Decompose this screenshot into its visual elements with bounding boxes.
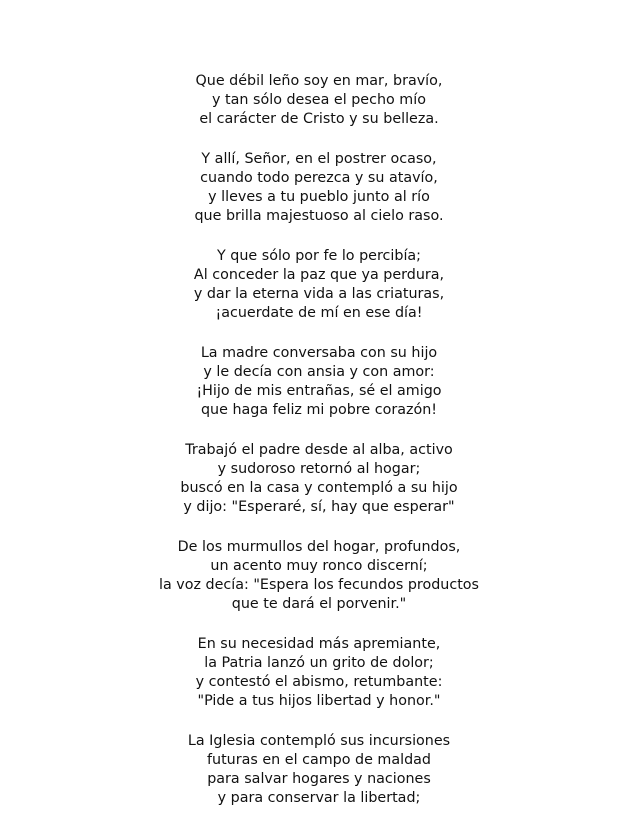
poem-line: el carácter de Cristo y su belleza.: [199, 111, 439, 128]
poem-line: De los murmullos del hogar, profundos,: [177, 538, 461, 555]
poem-body: [0, 72, 638, 829]
poem-line: La Iglesia contempló sus incursiones: [187, 732, 451, 749]
stanza-8: [0, 732, 638, 809]
poem-line: que te dará el porvenir.": [231, 596, 407, 613]
poem-line: Y allí, Señor, en el postrer ocaso,: [201, 150, 437, 167]
poem-line: Y que sólo por fe lo percibía;: [217, 247, 421, 264]
poem-line: futuras en el campo de maldad: [206, 752, 431, 768]
stanza-2: [0, 150, 638, 227]
poem-line: cuando todo perezca y su atavío,: [200, 170, 438, 186]
poem-line: para salvar hogares y naciones: [207, 771, 431, 788]
poem-line: La madre conversaba con su hijo: [200, 344, 438, 361]
poem-line: En su necesidad más apremiante,: [197, 635, 441, 652]
stanza-1: [0, 72, 638, 130]
poem-line: y lleves a tu pueblo junto al río: [208, 189, 430, 206]
poem-line: ¡acuerdate de mí en ese día!: [215, 305, 423, 322]
stanza-5: [0, 441, 638, 518]
poem-line: "Pide a tus hijos libertad y honor.": [197, 693, 441, 710]
poem-line: y sudoroso retornó al hogar;: [217, 461, 421, 477]
poem-line: Al conceder la paz que ya perdura,: [193, 267, 445, 283]
poem-line: y para conservar la libertad;: [217, 790, 421, 807]
stanza-3: [0, 247, 638, 324]
stanza-4: [0, 344, 638, 421]
stanza-7: [0, 635, 638, 712]
poem-line: ¡Hijo de mis entrañas, sé el amigo: [196, 383, 442, 400]
poem-line: un acento muy ronco discerní;: [210, 558, 428, 574]
poem-line: y le decía con ansia y con amor:: [203, 364, 435, 380]
poem-line: Que débil leño soy en mar, bravío,: [195, 73, 443, 89]
stanza-6: [0, 538, 638, 615]
poem-line: que haga feliz mi pobre corazón!: [200, 402, 438, 419]
poem-line: y dijo: "Esperaré, sí, hay que esperar": [183, 499, 455, 516]
poem-line: Trabajó el padre desde al alba, activo: [185, 441, 453, 458]
poem-line: la Patria lanzó un grito de dolor;: [204, 655, 434, 671]
poem-line: y dar la eterna vida a las criaturas,: [193, 286, 445, 303]
poem-line: la voz decía: "Espera los fecundos productos: [159, 577, 479, 594]
poem-line: y tan sólo desea el pecho mío: [212, 92, 426, 109]
poem-line: buscó en la casa y contempló a su hijo: [180, 480, 458, 497]
poem-line: que brilla majestuoso al cielo raso.: [194, 208, 444, 225]
poem-line: y contestó el abismo, retumbante:: [195, 674, 443, 691]
